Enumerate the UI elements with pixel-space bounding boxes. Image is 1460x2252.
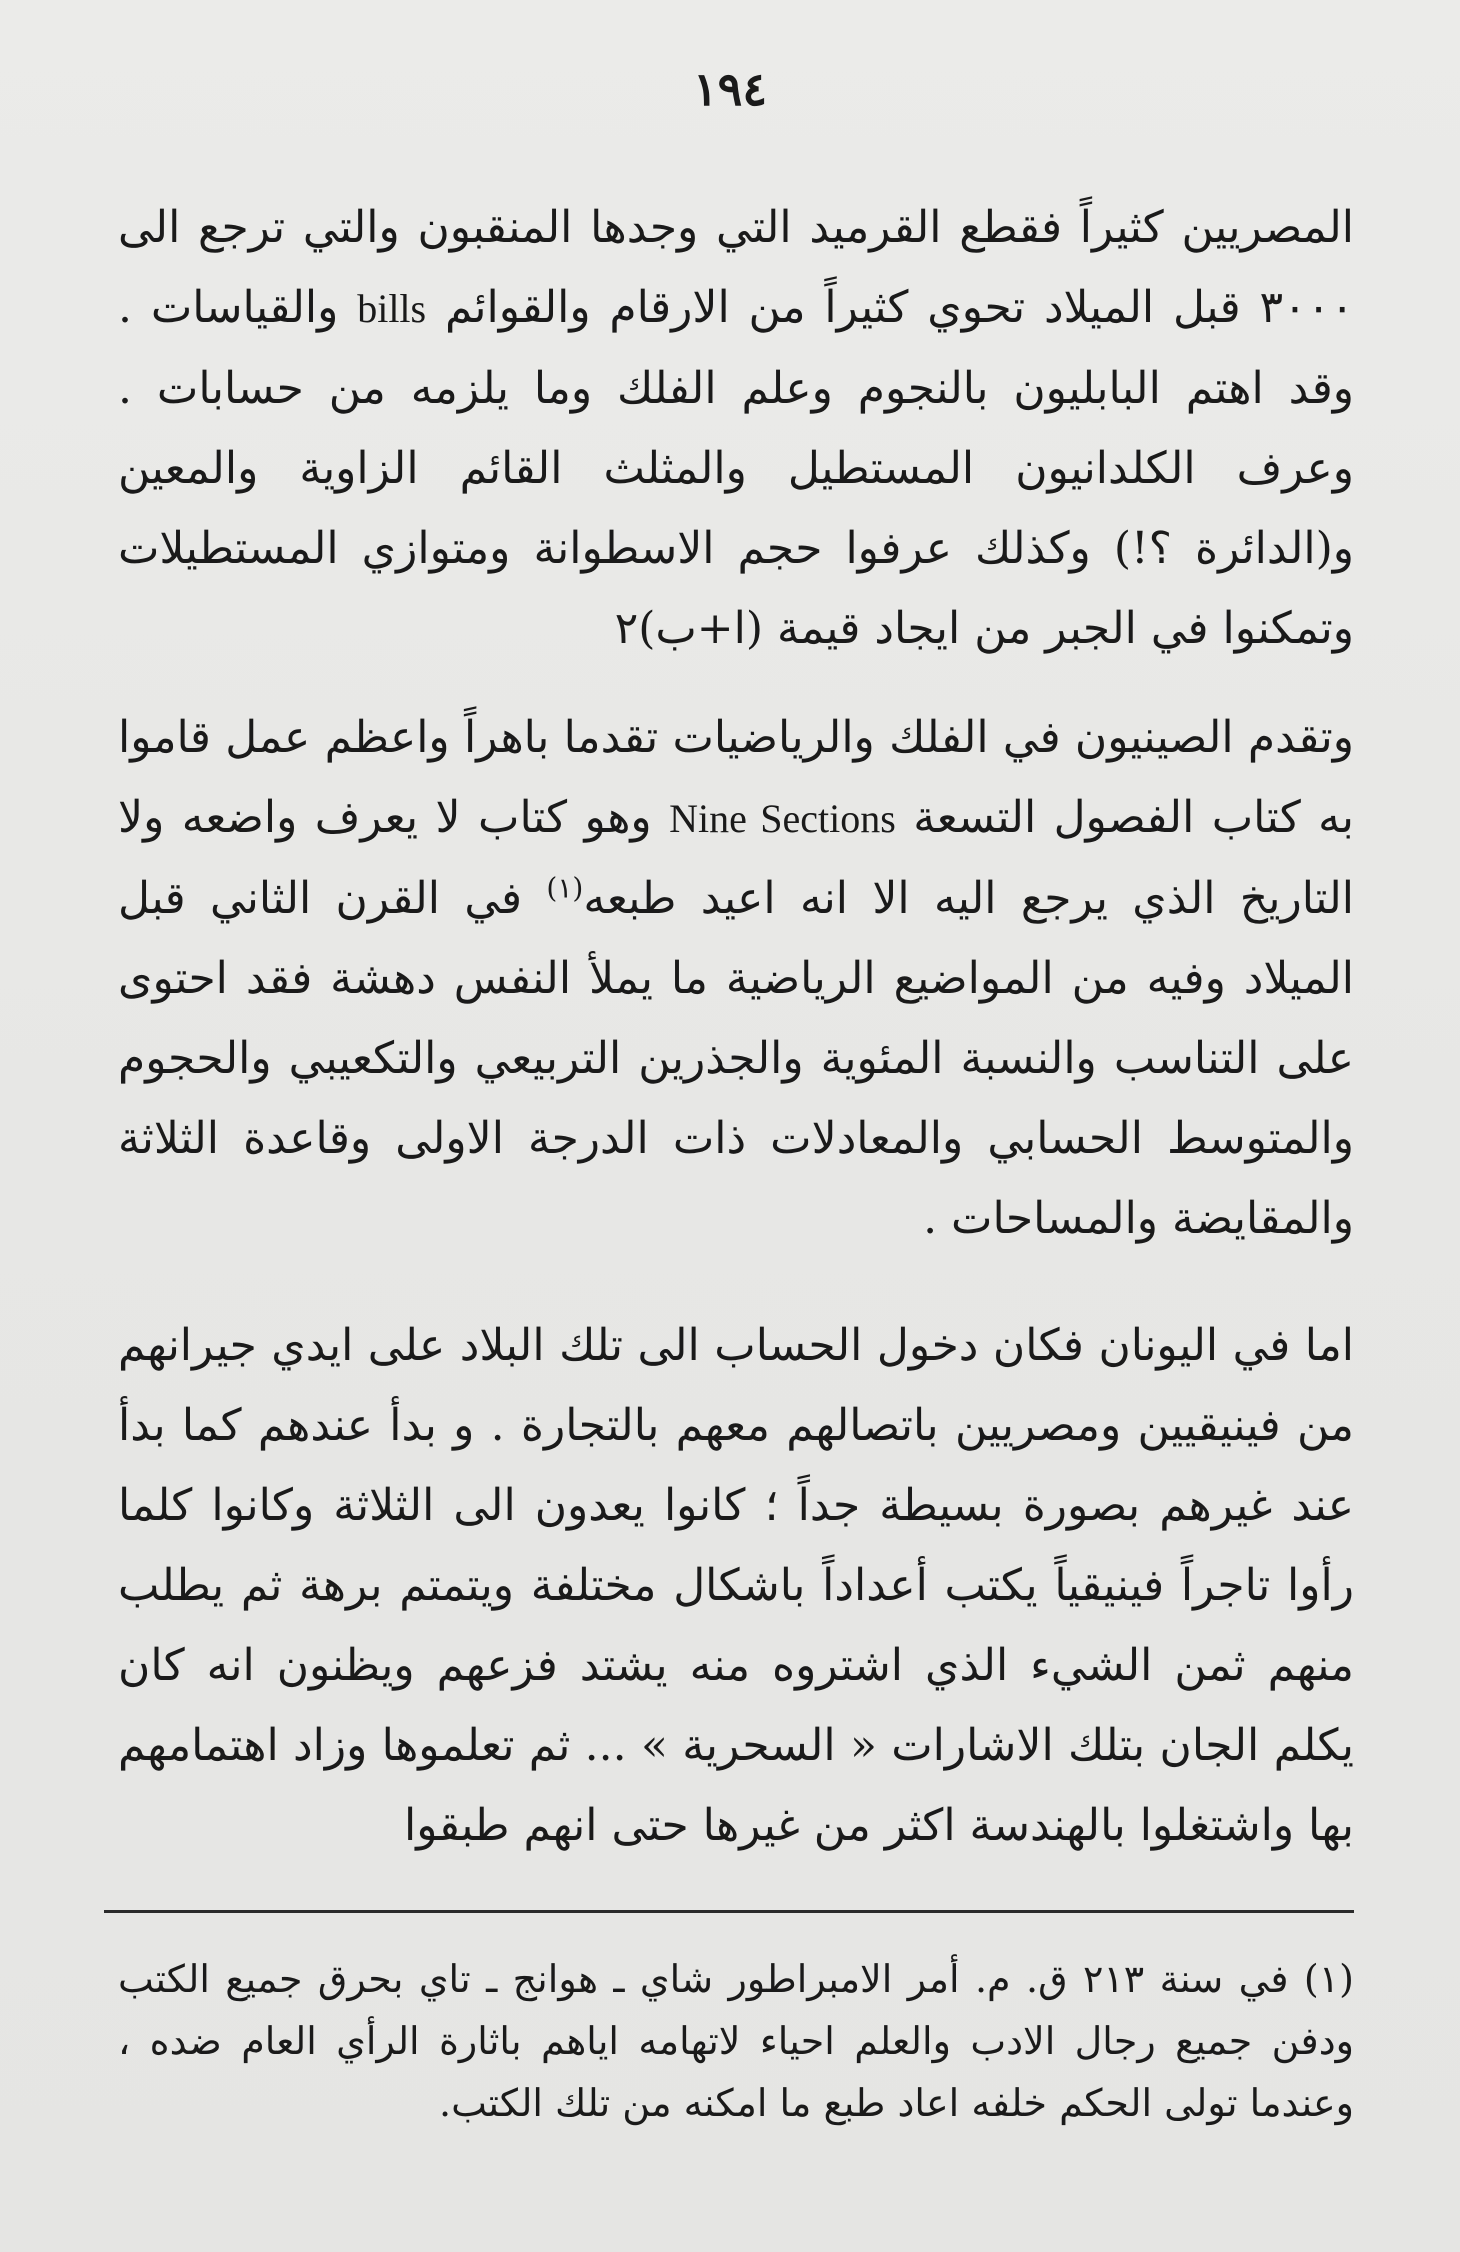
paragraph-2 (118, 698, 1354, 1259)
footnote-divider (104, 1910, 1354, 1913)
paragraph-1-text-start: المصريين كثيراً فقطع القرميد التي وجدها المنقبون والتي ترجع الى ٣٠٠٠ قبل الميلاد تحوي كثيراً من الارقام والقوائم (118, 202, 1354, 333)
paragraph-1-text-end: والقياسات . وقد اهتم البابليون بالنجوم وعلم الفلك وما يلزمه من حسابات . وعرف الكلدانيون المستطيل والمثلث القائم الزاوية والمعين و(الدائرة ؟!) وكذلك عرفوا حجم الاسطوانة ومتوازي المستطيلات وتمكنوا في الجبر من ايجاد قيمة (ا+ب)٢ (118, 282, 1354, 654)
page-number: ١٩٤ (692, 62, 768, 116)
paragraph-3-text: اما في اليونان فكان دخول الحساب الى تلك البلاد على ايدي جيرانهم من فينيقيين ومصريين باتصالهم معهم بالتجارة . و بدأ عندهم كما بدأ عند غيرهم بصورة بسيطة جداً ؛ كانوا يعدون الى الثلاثة وكانوا كلما رأوا تاجراً فينيقياً يكتب أعداداً باشكال مختلفة ويتمتم برهة ثم يطلب منهم ثمن الشيء الذي اشتروه منه يشتد فزعهم ويظنون انه كان يكلم الجان بتلك الاشارات « السحرية » ... ثم تعلموها وزاد اهتمامهم بها واشتغلوا بالهندسة اكثر من غيرها حتى انهم طبقوا (118, 1320, 1354, 1851)
footnote: (١) في سنة ٢١٣ ق. م. أمر الامبراطور شاي ـ هوانج ـ تاي بحرق جميع الكتب ودفن جميع رجال الادب والعلم احياء لاتهامه اياهم باثارة الرأي العام ضده ، وعندما تولى الحكم خلفه اعاد طبع ما امكنه من تلك الكتب. (118, 1957, 1354, 2125)
paragraph-3 (118, 1306, 1354, 1866)
paragraph-2-text-end: في القرن الثاني قبل الميلاد وفيه من المواضيع الرياضية ما يملأ النفس دهشة فقد احتوى على التناسب والنسبة المئوية والجذرين التربيعي والتكعيبي والحجوم والمتوسط الحسابي والمعادلات ذات الدرجة الاولى وقاعدة الثلاثة والمقايضة والمساحات . (118, 873, 1354, 1244)
paragraph-1 (118, 188, 1354, 669)
paragraph-2-text-middle: وهو كتاب لا يعرف واضعه ولا التاريخ الذي يرجع اليه الا انه اعيد طبعه (118, 792, 1355, 924)
paragraph-1-latin-term: bills (357, 286, 427, 331)
footnote-reference: (١) (546, 871, 584, 905)
paragraph-2-latin-term: Nine Sections (669, 796, 896, 841)
paragraph-2-text-start: وتقدم الصينيون في الفلك والرياضيات تقدما باهراً واعظم عمل قاموا به كتاب الفصول التسعة (118, 712, 1354, 843)
